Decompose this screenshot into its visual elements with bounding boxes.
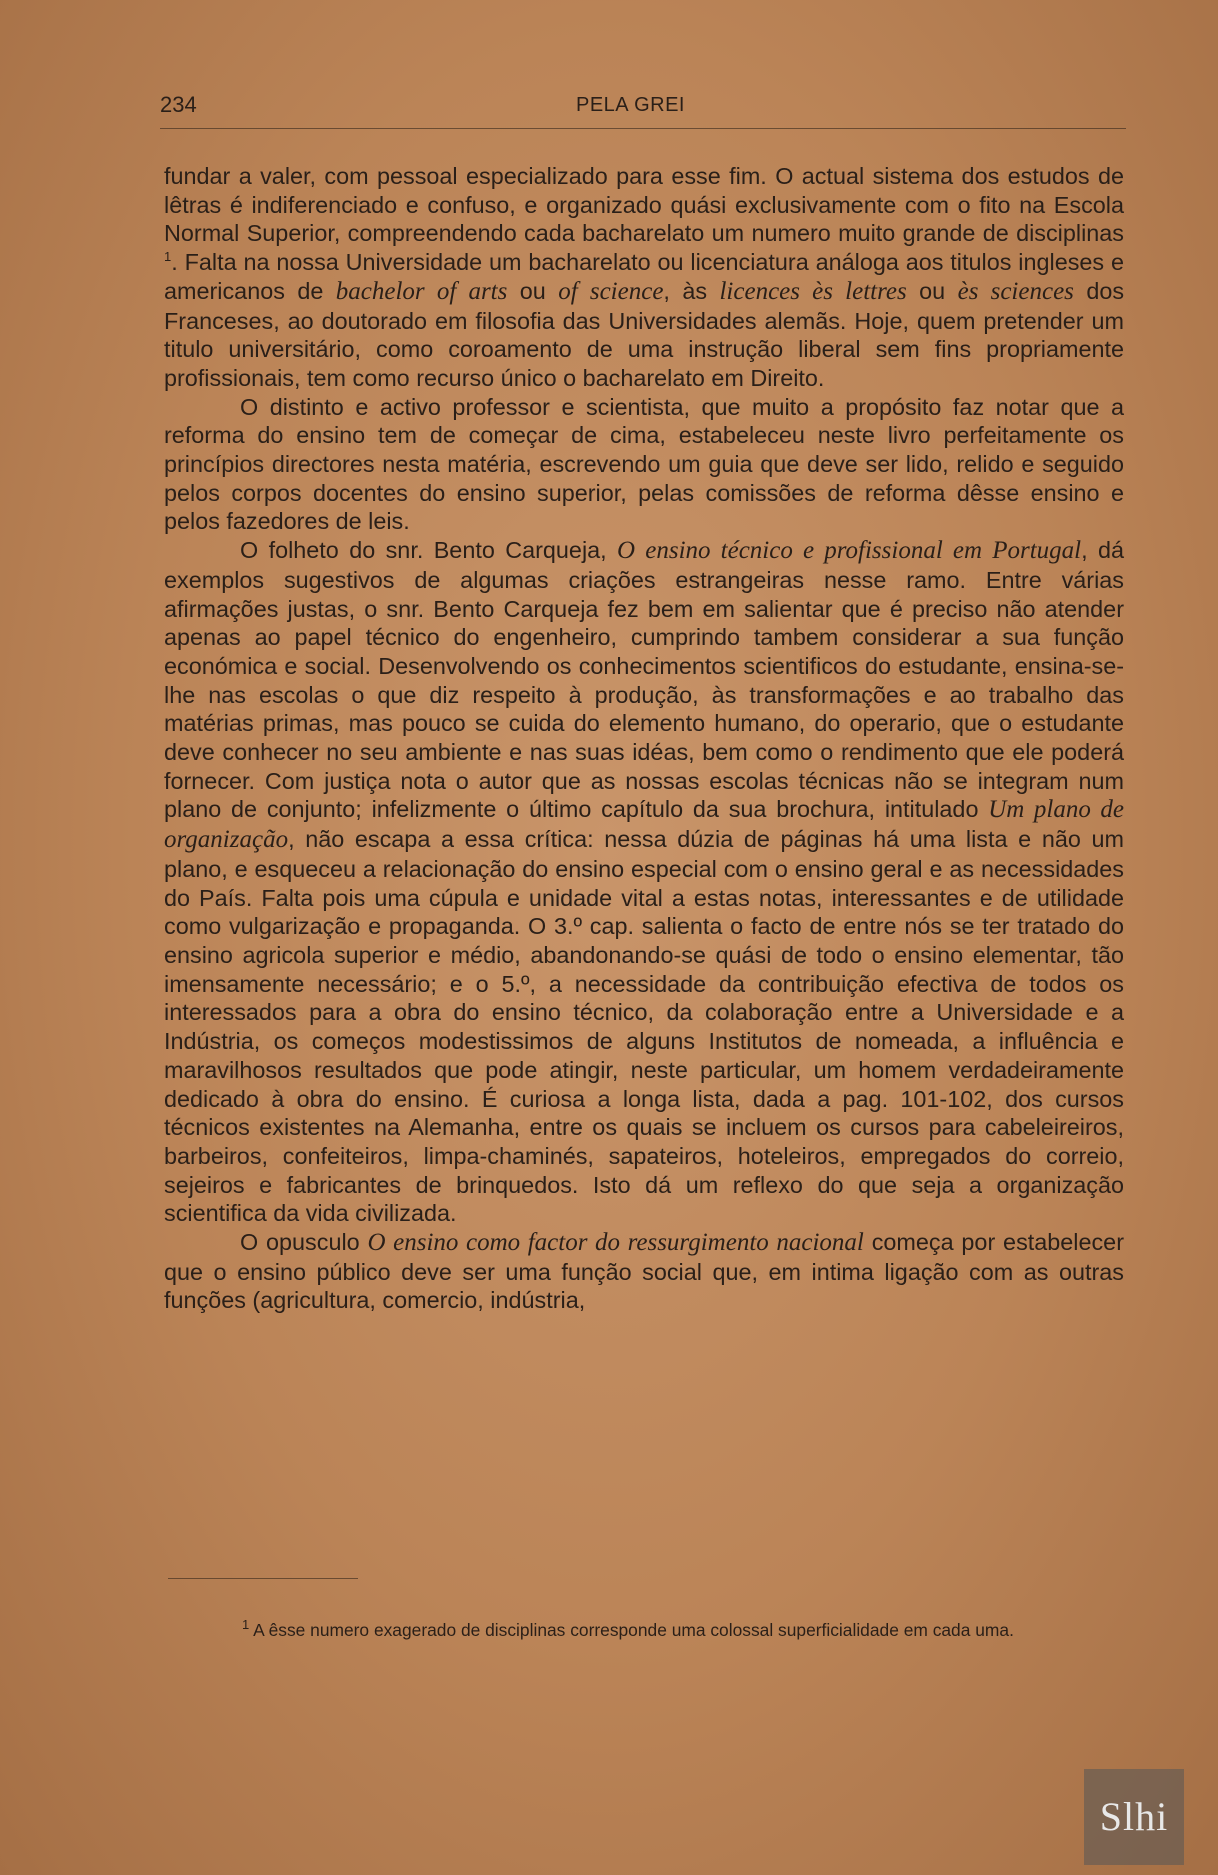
text-run: ou bbox=[507, 277, 559, 304]
italic-title: Um plano de organização bbox=[164, 796, 1124, 854]
italic-title: licences ès lettres bbox=[719, 277, 907, 305]
italic-title: of science bbox=[558, 277, 664, 305]
text-run: O opusculo bbox=[240, 1229, 368, 1256]
text-run: , não escapa a essa crítica: nessa dúzia de páginas há uma lista e não um plano, e esqueceu a relacionação do ensino especial com o ensino geral e as necessidades do País. Falta pois uma cúpula e unidade vital a estas notas, interessantes e de utilidade como vulgarização e propaganda. O 3.º cap. salienta o facto de entre nós se ter tratado do ensino agricola superior e médio, abandonando-se quási de todo o ensino elementar, tão imensamente necessário; e o 5.º, a necessidade da contribuição efectiva de todos os interessados para a obra do ensino técnico, da colaboração entre a Universidade e a Indústria, os começos modestissimos de alguns Institutos de nomeada, a influência e maravilhosos resultados que pode atingir, neste particular, um homem verdadeiramente dedicado à obra do ensino. É curiosa a longa lista, dada a pag. 101-102, dos cursos técnicos existentes na Alemanha, entre os quais se incluem os cursos para cabeleireiros, barbeiros, confeiteiros, limpa-chaminés, sapateiros, hoteleiros, empregados do correio, sejeiros e fabricantes de brinquedos. Isto dá um reflexo do que seja a organização scientifica da vida civilizada. bbox=[164, 826, 1124, 1227]
page-number: 234 bbox=[160, 92, 197, 117]
text-run: começa por estabelecer que o ensino público deve ser uma função social que, em intima ligação com as outras funções (agricultura, comercio, indústria, bbox=[164, 1229, 1124, 1314]
paragraph bbox=[164, 162, 1124, 393]
text-run: O distinto e activo professor e scientista, que muito a propósito faz notar que a reforma do ensino tem de começar de cima, estabeleceu neste livro perfeitamente os princípios directores nesta matéria, escrevendo um guia que deve ser lido, relido e seguido pelos corpos docentes do ensino superior, pelas comissões de reforma dêsse ensino e pelos fazedores de leis. bbox=[164, 393, 1124, 535]
text-run: dos Franceses, ao doutorado em filosofia das Universidades alemãs. Hoje, quem pretender um titulo universitário, como coroamento de uma instrução liberal sem fins propriamente profissionais, tem como recurso único o bacharelato em Direito. bbox=[164, 277, 1125, 391]
footnote-reference: 1 bbox=[164, 249, 172, 265]
body-text bbox=[164, 162, 1124, 1315]
footnote-divider bbox=[168, 1578, 358, 1579]
footnote-marker: 1 bbox=[242, 1617, 250, 1633]
italic-title: bachelor of arts bbox=[335, 277, 508, 305]
footnote bbox=[164, 1618, 1124, 1642]
text-run: , dá exemplos sugestivos de algumas criações estrangeiras nesse ramo. Entre várias afirmações justas, o snr. Bento Carqueja fez bem em salientar que é preciso não atender apenas ao papel técnico do engenheiro, cumprindo tambem considerar a sua função económica e social. Desenvolvendo os conhecimentos scientificos do estudante, ensina-se-lhe nas escolas o que diz respeito à produção, às transformações e ao trabalho das matérias primas, mas pouco se cuida do elemento humano, do operario, que o estudante deve conhecer no seu ambiente e nas suas idéas, bem como o rendimento que ele poderá fornecer. Com justiça nota o autor que as nossas escolas técnicas não se integram num plano de conjunto; infelizmente o último capítulo da sua brochura, intitulado bbox=[164, 537, 1125, 823]
italic-title: O ensino técnico e profissional em Portugal bbox=[617, 537, 1082, 565]
paragraph bbox=[164, 536, 1124, 1228]
text-run: ou bbox=[906, 277, 958, 304]
paragraph bbox=[164, 393, 1124, 537]
footnote-text: A êsse numero exagerado de disciplinas corresponde uma colossal superficialidade em cada uma. bbox=[249, 1620, 1014, 1640]
text-run: . Falta na nossa Universidade um bacharelato ou licenciatura análoga aos titulos ingleses e americanos de bbox=[164, 249, 1124, 304]
library-watermark-logo: Slhi bbox=[1084, 1769, 1184, 1865]
page-header bbox=[160, 92, 1126, 129]
italic-title: O ensino como factor do ressurgimento nacional bbox=[367, 1229, 864, 1257]
text-run: , às bbox=[663, 277, 720, 304]
text-run: fundar a valer, com pessoal especializado para esse fim. O actual sistema dos estudos de lêtras é indiferenciado e confuso, e organizado quási exclusivamente com o fito na Escola Normal Superior, compreendendo cada bacharelato um numero muito grande de disciplinas bbox=[164, 163, 1124, 247]
italic-title: ès sciences bbox=[957, 277, 1074, 305]
running-title: PELA GREI bbox=[576, 94, 685, 116]
paragraph bbox=[164, 1228, 1124, 1315]
text-run: O folheto do snr. Bento Carqueja, bbox=[240, 537, 618, 564]
